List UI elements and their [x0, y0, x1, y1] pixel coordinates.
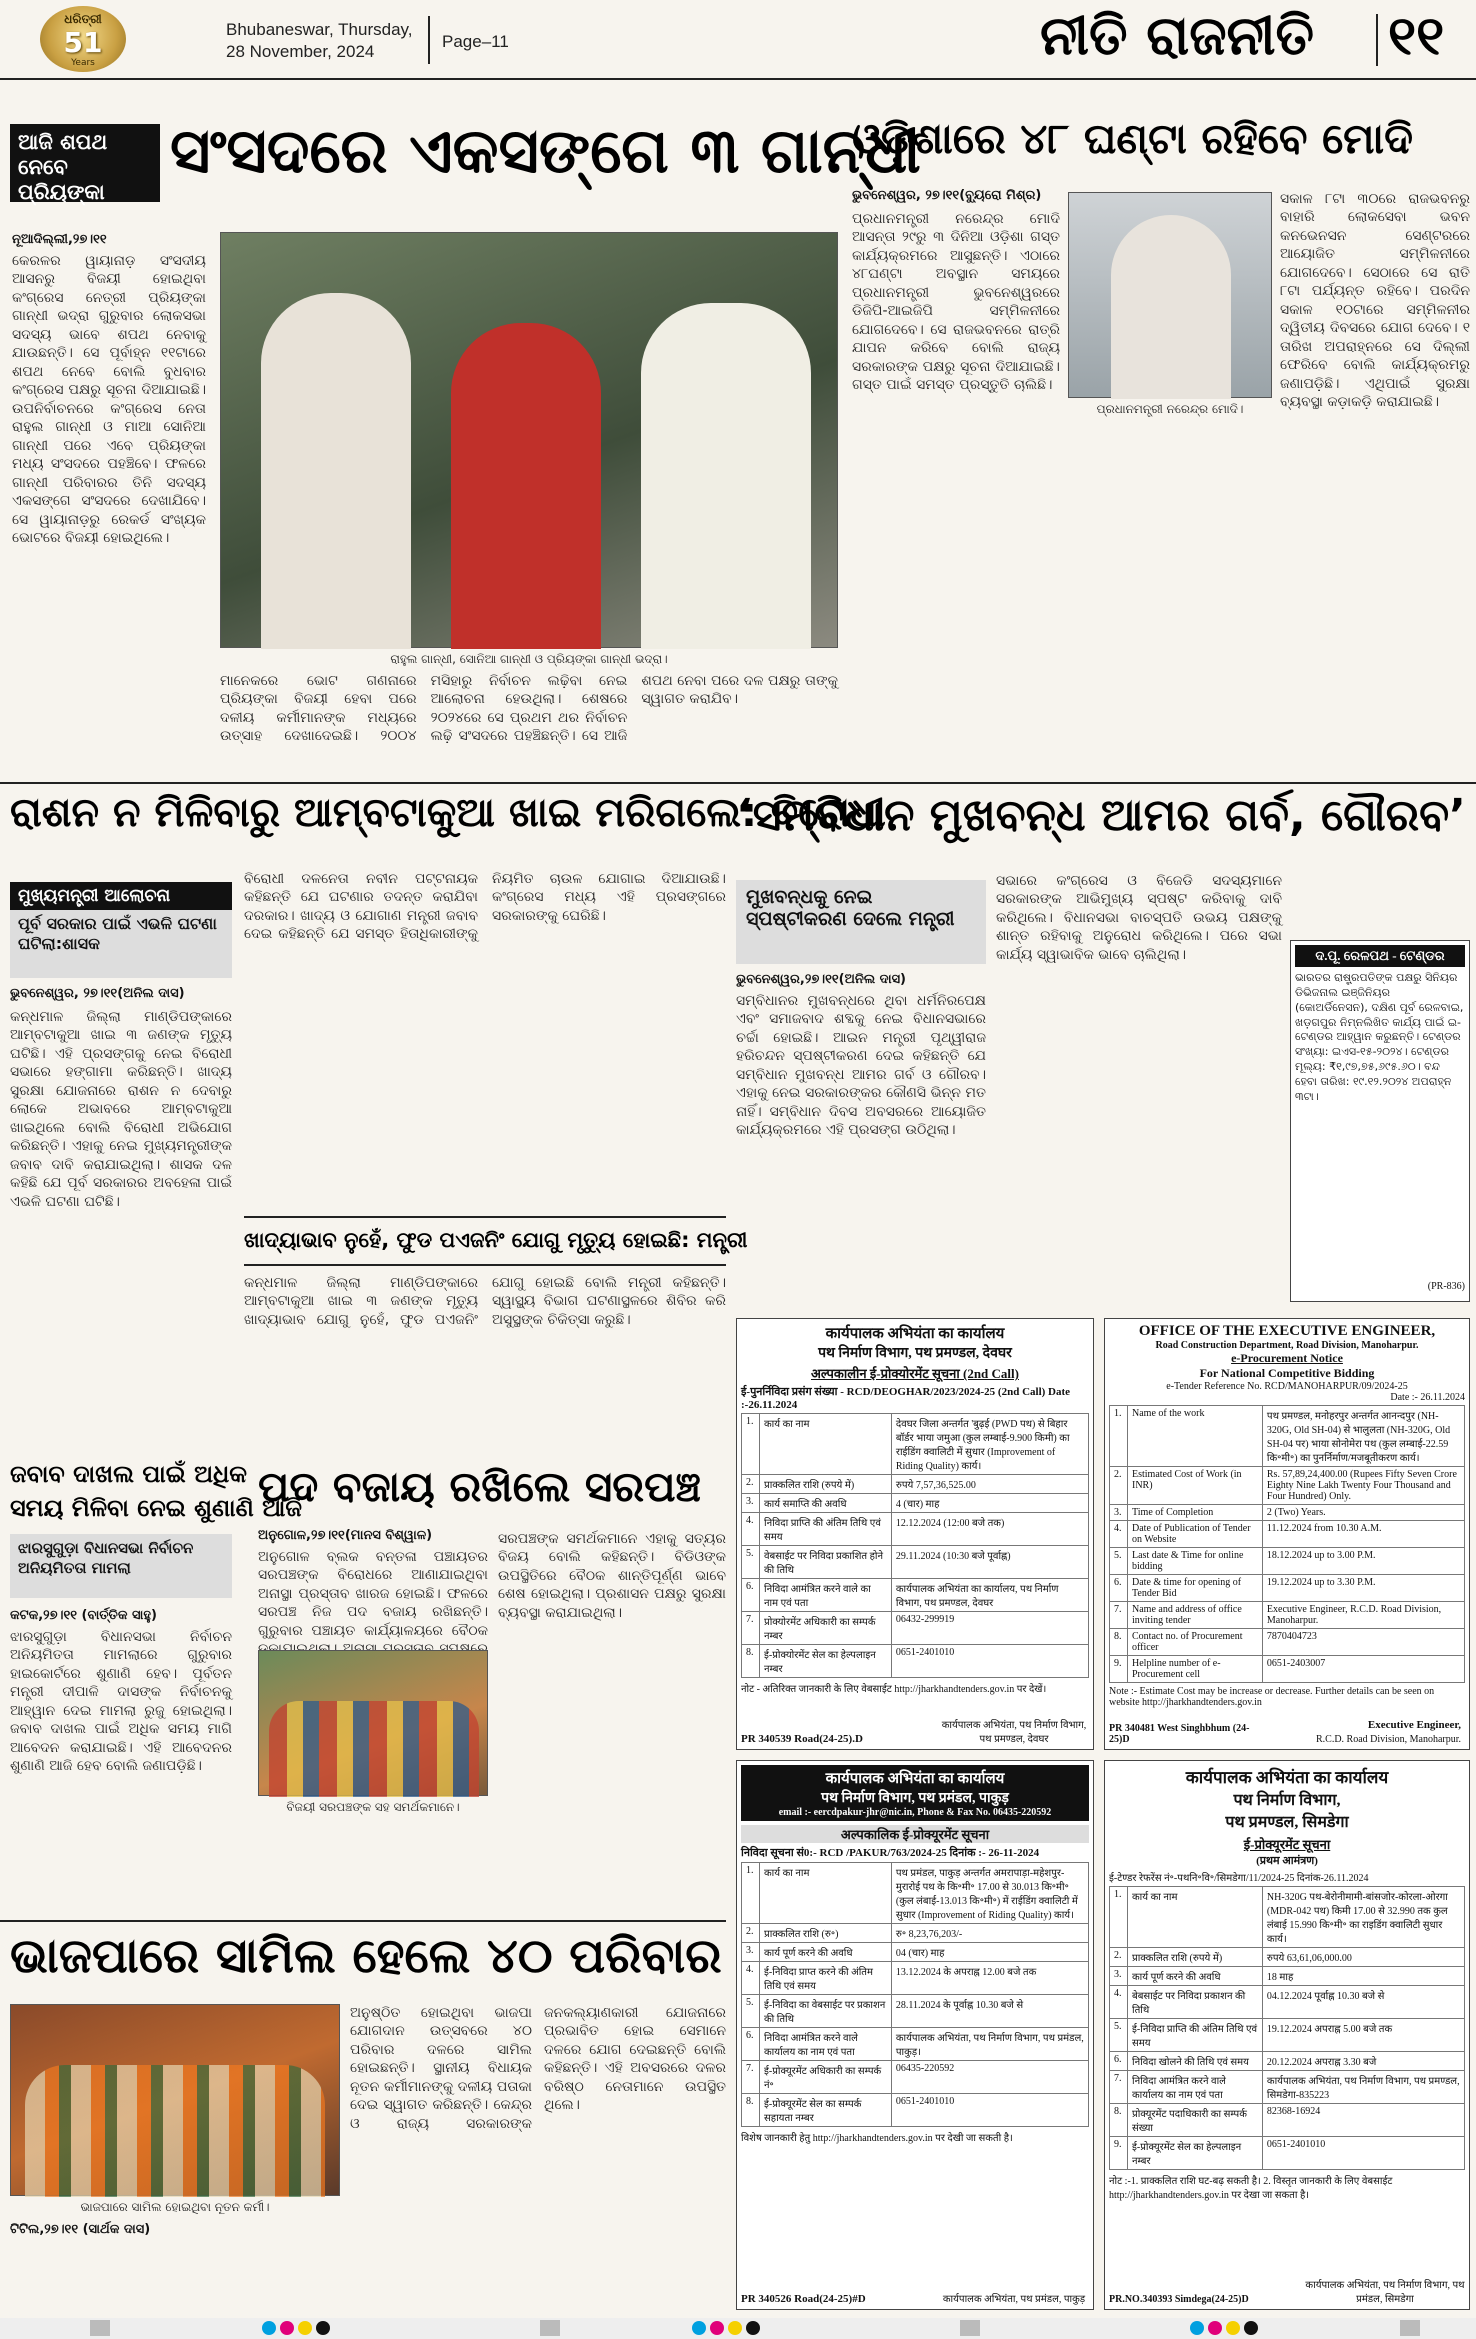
person-silhouette	[641, 303, 811, 649]
story4-headline: ‘ସମ୍ବିଧାନ ମୁଖବନ୍ଧ ଆମର ଗର୍ବ, ଗୌରବ’	[736, 790, 1466, 841]
table-cell: 3.	[1110, 1505, 1128, 1521]
table-row	[742, 1579, 1089, 1612]
story7-photo	[10, 2004, 340, 2196]
table-cell: रु॰ 8,23,76,203/-	[891, 1924, 1088, 1943]
story1-body: କେରଳର ୱାୟାନାଡ଼ ସଂସଦୀୟ ଆସନରୁ ବିଜୟୀ ହୋଇଥିବା କଂଗ୍ରେସ ନେତ୍ରୀ ପ୍ରିୟଙ୍କା ଗାନ୍ଧୀ ଭଦ୍ରା ଗୁରୁବାର ଲୋକସଭା ସଦସ୍ୟ ଭାବେ ଶପଥ ନେବାକୁ ଯାଉଛନ୍ତି। ସେ ପୂର୍ବାହ୍ନ ୧୧ଟାରେ ଶପଥ ନେବେ ବୋଲି ବୁଧବାର କଂଗ୍ରେସ ପକ୍ଷରୁ ସୂଚନା ଦିଆଯାଇଛି। ଉପନିର୍ବାଚନରେ କଂଗ୍ରେସ ନେତା ରାହୁଲ ଗାନ୍ଧୀ ଓ ମାଆ ସୋନିଆ ଗାନ୍ଧୀ ପରେ ଏବେ ପ୍ରିୟଙ୍କା ମଧ୍ୟ ସଂସଦରେ ପହଞ୍ଚିବେ। ଫଳରେ ଗାନ୍ଧୀ ପରିବାରର ତିନି ସଦସ୍ୟ ଏକସଙ୍ଗେ ସଂସଦରେ ଦେଖାଯିବେ। ସେ ୱାୟାନାଡ଼ରୁ ରେକର୍ଡ ସଂଖ୍ୟକ ଭୋଟରେ ବିଜୟୀ ହୋଇଥିଲେ।	[12, 253, 206, 547]
newspaper-logo	[40, 6, 126, 72]
table-cell: 8.	[742, 1645, 760, 1678]
table-cell: Contact no. of Procurement officer	[1128, 1629, 1263, 1656]
story3-body-2: ବିରୋଧୀ ଦଳନେତା ନବୀନ ପଟ୍ଟନାୟକ କହିଛନ୍ତି ଯେ ଘଟଣାର ତଦନ୍ତ କରାଯିବା ଦରକାର। ଖାଦ୍ୟ ଓ ଯୋଗାଣ ମନ୍ତ୍ରୀ ଜବାବ ଦେଇ କହିଛନ୍ତି ଯେ ସମସ୍ତ ହିତାଧିକାରୀଙ୍କୁ ନିୟମିତ ଚାଉଳ ଯୋଗାଇ ଦିଆଯାଉଛି। କଂଗ୍ରେସ ମଧ୍ୟ ଏହି ପ୍ରସଙ୍ଗରେ ସରକାରଙ୍କୁ ଘେରିଛି।	[244, 871, 726, 943]
registration-dot	[262, 2321, 276, 2335]
story1-kicker	[10, 124, 160, 202]
kicker-line-2: ନେବେ ପ୍ରିୟଙ୍କା	[18, 155, 105, 204]
ad-simdega-title-3: पथ प्रमण्डल, सिमडेगा	[1225, 1814, 1349, 1831]
table-cell: Name and address of office inviting tender	[1128, 1602, 1263, 1629]
table-cell: 6.	[1110, 2052, 1128, 2071]
ad-manoharpur-footer-left: PR 340481 West Singhbhum (24-25)D	[1109, 1723, 1250, 1745]
table-row	[742, 2094, 1089, 2127]
person-silhouette	[451, 323, 601, 649]
table-cell: 9.	[1110, 1656, 1128, 1683]
story7-body: ଅନୁଷ୍ଠିତ ହୋଇଥିବା ଭାଜପା ଯୋଗଦାନ ଉତ୍ସବରେ ୪୦ ପରିବାର ଦଳରେ ସାମିଲ ହୋଇଛନ୍ତି। ସ୍ଥାନୀୟ ବିଧାୟକ ନୂତନ କର୍ମୀମାନଙ୍କୁ ଦଳୀୟ ପତାକା ଦେଇ ସ୍ୱାଗତ କରିଛନ୍ତି। କେନ୍ଦ୍ର ଓ ରାଜ୍ୟ ସରକାରଙ୍କ ଜନକଲ୍ୟାଣକାରୀ ଯୋଜନାରେ ପ୍ରଭାବିତ ହୋଇ ସେମାନେ ଦଳରେ ଯୋଗ ଦେଇଛନ୍ତି ବୋଲି କହିଛନ୍ତି। ଏହି ଅବସରରେ ଦଳର ବରିଷ୍ଠ ନେତାମାନେ ଉପସ୍ଥିତ ଥିଲେ।	[350, 2005, 726, 2132]
ad-deoghar-notice: अल्पकालीन ई-प्रोक्योरमेंट सूचना (2nd Call)	[811, 1366, 1019, 1381]
crop-mark	[90, 2320, 110, 2336]
table-cell: 2 (Two) Years.	[1262, 1505, 1464, 1521]
table-row	[1110, 1986, 1465, 2019]
table-cell: 1.	[1110, 1406, 1128, 1467]
ad-simdega-footer-left: PR.NO.340393 Simdega(24-25)D	[1109, 2294, 1249, 2305]
table-cell: पथ प्रमण्डल, मनोहरपुर अन्तर्गत आनन्दपुर (NH-320G, Old SH-04) से भालुलता (NH-320G, Old SH-04 पर) भाया सोनोमेरा पथ (कुल लम्बाई-22.59 कि॰मी॰) का पुनर्निर्माण/मजबूतीकरण कार्य।	[1262, 1406, 1464, 1467]
story3-kicker-1: ମୁଖ୍ୟମନ୍ତ୍ରୀ ଆଲୋଚନା	[10, 882, 232, 910]
story1-photo	[220, 232, 838, 648]
ad-manoharpur-footer-right-1: Executive Engineer,	[1367, 1719, 1461, 1731]
ad-manoharpur-title: OFFICE OF THE EXECUTIVE ENGINEER,	[1138, 1323, 1436, 1339]
story2-body-2: ସକାଳ ୮ଟା ୩୦ରେ ରାଜଭବନରୁ ବାହାରି ଲୋକସେବା ଭବନ କନଭେନସନ ସେଣ୍ଟରରେ ଆୟୋଜିତ ସମ୍ମିଳନୀରେ ଯୋଗଦେବେ। ସେଠାରେ ସେ ରାତି ୮ଟା ପର୍ଯ୍ୟନ୍ତ ରହିବେ। ପରଦିନ ସକାଳ ୧୦ଟାରେ ସମ୍ମିଳନୀର ଦ୍ୱିତୀୟ ଦିବସରେ ଯୋଗ ଦେବେ। ୧ ତାରିଖ ଅପରାହ୍ନରେ ସେ ଦିଲ୍ଲୀ ଫେରିବେ ବୋଲି କାର୍ଯ୍ୟକ୍ରମରୁ ଜଣାପଡ଼ିଛି। ଏଥିପାଇଁ ସୁରକ୍ଷା ବ୍ୟବସ୍ଥା କଡ଼ାକଡ଼ି କରାଯାଇଛି।	[1280, 191, 1470, 411]
table-cell: Estimated Cost of Work (in INR)	[1128, 1467, 1263, 1505]
table-row	[742, 1612, 1089, 1645]
table-cell: ई-प्रोक्योरमेंट सेल का हेल्पलाइन नम्बर	[760, 1645, 892, 1678]
ad-deoghar-ref: ई-पुनर्निविदा प्रसंग संख्या - RCD/DEOGHAR/2023/2024-25 (2nd Call) Date :-26.11.2024	[741, 1386, 1071, 1411]
section-rule-2	[0, 1920, 726, 1922]
ad-railway-tender	[1290, 940, 1470, 1302]
story7-dateline: ଟିଟିଲ,୨୭।୧୧ (ସାର୍ଥକ ଦାସ)	[10, 2222, 151, 2237]
table-cell: 06432-299919	[891, 1612, 1088, 1645]
story1-body-2: ମାନେକରେ ଭୋଟ ଗଣନାରେ ପ୍ରିୟଙ୍କା ବିଜୟୀ ହେବା ପରେ ଦଳୀୟ କର୍ମୀମାନଙ୍କ ମଧ୍ୟରେ ଉତ୍ସାହ ଦେଖାଦେଇଛି। ୨୦୦୪ ମସିହାରୁ ନିର୍ବାଚନ ଲଢ଼ିବା ନେଇ ଆଲୋଚନା ହେଉଥିଲା। ଶେଷରେ ୨୦୨୪ରେ ସେ ପ୍ରଥମ ଥର ନିର୍ବାଚନ ଲଢ଼ି ସଂସଦରେ ପହଞ୍ଚିଛନ୍ତି। ସେ ଆଜି ଶପଥ ନେବା ପରେ ଦଳ ପକ୍ଷରୁ ତାଙ୍କୁ ସ୍ୱାଗତ କରାଯିବ।	[220, 673, 838, 745]
table-cell: Executive Engineer, R.C.D. Road Division, Manoharpur.	[1262, 1602, 1464, 1629]
story5-headline-1: ଜବାବ ଦାଖଲ ପାଇଁ ଅଧିକ	[10, 1460, 247, 1488]
table-cell: 6.	[742, 2028, 760, 2061]
table-cell: 2.	[742, 1475, 760, 1494]
table-row	[1110, 1967, 1465, 1986]
table-cell: कार्य का नाम	[1128, 1887, 1263, 1948]
ad-manoharpur-footer-right-2: R.C.D. Road Division, Manoharpur.	[1316, 1734, 1461, 1745]
table-row	[742, 1475, 1089, 1494]
table-row	[742, 1645, 1089, 1678]
table-row	[1110, 2071, 1465, 2104]
page-label: Page–11	[442, 32, 509, 51]
ad-simdega	[1104, 1760, 1470, 2310]
table-cell: निविदा प्राप्ति की अंतिम तिथि एवं समय	[760, 1513, 892, 1546]
table-row	[742, 1513, 1089, 1546]
story6-headline: ପଦ ବଜାୟ ରଖିଲେ ସରପଞ୍ଚ	[258, 1462, 701, 1511]
table-cell: Name of the work	[1128, 1406, 1263, 1467]
registration-dot	[746, 2321, 760, 2335]
ad-deoghar-title-1: कार्यपालक अभियंता का कार्यालय	[825, 1326, 1005, 1342]
table-cell: 7870404723	[1262, 1629, 1464, 1656]
table-cell: 8.	[742, 2094, 760, 2127]
table-cell: 18 माह	[1262, 1967, 1464, 1986]
table-cell: रुपये 63,61,06,000.00	[1262, 1948, 1464, 1967]
ad-simdega-title-1: कार्यपालक अभियंता का कार्यालय	[1185, 1768, 1389, 1787]
ad-manoharpur	[1104, 1318, 1470, 1750]
crop-mark	[960, 2320, 980, 2336]
ad-simdega-notice: ई-प्रोक्यूरमेंट सूचना	[1243, 1837, 1331, 1852]
story2-headline: ଓଡ଼ିଶାରେ ୪୮ ଘଣ୍ଟା ରହିବେ ମୋଦି	[852, 114, 1414, 163]
person-silhouette	[1111, 215, 1231, 399]
story4-kicker-box	[736, 880, 986, 964]
story2-body: ପ୍ରଧାନମନ୍ତ୍ରୀ ନରେନ୍ଦ୍ର ମୋଦି ଆସନ୍ତା ୨୯ରୁ ୩ ଦିନିଆ ଓଡ଼ିଶା ଗସ୍ତ କାର୍ଯ୍ୟକ୍ରମରେ ଆସୁଛନ୍ତି। ଏଠାରେ ୪୮ଘଣ୍ଟା ଅବସ୍ଥାନ ସମୟରେ ପ୍ରଧାନମନ୍ତ୍ରୀ ଭୁବନେଶ୍ୱରରେ ଡିଜିପି-ଆଇଜିପି ସମ୍ମିଳନୀରେ ଯୋଗଦେବେ। ସେ ରାଜଭବନରେ ରାତ୍ରି ଯାପନ କରିବେ ବୋଲି ରାଜ୍ୟ ସରକାରଙ୍କ ପକ୍ଷରୁ ସୂଚନା ଦିଆଯାଇଛି। ଗସ୍ତ ପାଇଁ ସମସ୍ତ ପ୍ରସ୍ତୁତି ଚାଲିଛି।	[852, 211, 1060, 394]
table-cell: 04 (चार) माह	[891, 1943, 1088, 1962]
story7-headline: ଭାଜପାରେ ସାମିଲ ହେଲେ ୪୦ ପରିବାର	[10, 1928, 722, 1984]
table-row	[742, 1962, 1089, 1995]
table-cell: 1.	[742, 1414, 760, 1475]
story6-photo-caption: ବିଜୟୀ ସରପଞ୍ଚଙ୍କ ସହ ସମର୍ଥକମାନେ।	[286, 1800, 460, 1814]
table-cell: कार्य का नाम	[760, 1414, 892, 1475]
table-cell: देवघर जिला अन्तर्गत 'बुढ़ई (PWD पथ) से बिहार बॉर्डर भाया जमुआ (कुल लम्बाई-9.900 किमी) का राईडिंग क्वालिटी में सुधार (Improvement of Riding Quality) कार्य।	[891, 1414, 1088, 1475]
registration-dot	[298, 2321, 312, 2335]
table-cell: 20.12.2024 अपराह्न 3.30 बजे	[1262, 2052, 1464, 2071]
story3-kicker-2: ପୂର୍ବ ସରକାର ପାଇଁ ଏଭଳି ଘଟଣା ଘଟିଲା:ଶାସକ	[18, 914, 217, 953]
table-cell: 7.	[1110, 1602, 1128, 1629]
table-cell: 7.	[1110, 2071, 1128, 2104]
table-cell: 4 (चार) माह	[891, 1494, 1088, 1513]
story3-subhead-box	[244, 1216, 748, 1266]
ad-simdega-title-2: पथ निर्माण विभाग,	[1233, 1792, 1341, 1809]
ad-deoghar	[736, 1318, 1094, 1750]
ad-pakur-title-1: कार्यपालक अभियंता का कार्यालय	[825, 1771, 1005, 1787]
table-cell: 4.	[1110, 1986, 1128, 2019]
table-cell: 3.	[742, 1943, 760, 1962]
table-cell: 5.	[742, 1995, 760, 2028]
table-cell: 19.12.2024 up to 3.30 P.M.	[1262, 1575, 1464, 1602]
registration-dot	[710, 2321, 724, 2335]
table-cell: ई-निविदा का वेबसाईट पर प्रकाशन की तिथि	[760, 1995, 892, 2028]
table-row	[1110, 2137, 1465, 2170]
table-row	[1110, 2052, 1465, 2071]
ad-simdega-table	[1109, 1886, 1465, 2170]
logo-text: ଧରିତ୍ରୀ	[64, 12, 102, 26]
logo-years-label: Years	[71, 58, 95, 68]
table-cell: 06435-220592	[891, 2061, 1088, 2094]
table-cell: पथ प्रमंडल, पाकुड़ अन्तर्गत अमरापाड़ा-महेशपुर-मुरारोई पथ के कि॰मी॰ 17.00 से 30.013 कि॰मी॰ (कुल लंबाई-13.013 कि॰मी॰) में राईडिंग क्वालिटी में सुधार (Improvement of Riding Quality) कार्य।	[891, 1863, 1088, 1924]
ad-simdega-note: नोट :-1. प्राक्कलित राशि घट-बढ़ सकती है। 2. विस्तृत जानकारी के लिए वेबसाईट http://jharkhandtenders.gov.in पर देखा जा सकता है।	[1109, 2176, 1393, 2201]
table-cell: 0651-2403007	[1262, 1656, 1464, 1683]
table-cell: 12.12.2024 (12:00 बजे तक)	[891, 1513, 1088, 1546]
story4-dateline: ଭୁବନେଶ୍ୱର,୨୭।୧୧(ଅନିଲ ଦାସ)	[736, 972, 906, 987]
table-cell: कार्यपालक अभियंता, पथ निर्माण विभाग, पथ प्रमंडल, पाकुड़।	[891, 2028, 1088, 2061]
ad-pakur-header	[741, 1765, 1089, 1821]
logo-years-number: 51	[63, 26, 103, 59]
table-cell: Date of Publication of Tender on Website	[1128, 1521, 1263, 1548]
registration-dot	[692, 2321, 706, 2335]
table-row	[742, 2028, 1089, 2061]
table-cell: ई-प्रोक्यूरमेंट सेल का सम्पर्क सहायता नम्बर	[760, 2094, 892, 2127]
page-number: ୧୧	[1388, 4, 1445, 67]
masthead	[0, 0, 1476, 78]
table-cell: कार्य पूर्ण करने की अवधि	[1128, 1967, 1263, 1986]
table-row	[1110, 2019, 1465, 2052]
table-cell: ई-प्रोक्यूरमेंट सेल का हेल्पलाइन नम्बर	[1128, 2137, 1263, 2170]
table-cell: कार्यपालक अभियंता, पथ निर्माण विभाग, पथ प्रमण्डल, सिमडेगा-835223	[1262, 2071, 1464, 2104]
masthead-rule	[0, 78, 1476, 80]
masthead-location: Bhubaneswar, Thursday,	[226, 20, 413, 39]
story3-headline: ରାଶନ ନ ମିଳିବାରୁ ଆମ୍ବଟାକୁଆ ଖାଇ ମରିଗଲେ: ବିରୋଧୀ	[10, 790, 886, 836]
ad-manoharpur-ref: e-Tender Reference No. RCD/MANOHARPUR/09/2024-25	[1166, 1381, 1408, 1392]
registration-dots	[262, 2320, 334, 2339]
table-cell: 18.12.2024 up to 3.00 P.M.	[1262, 1548, 1464, 1575]
ad-pakur-title-2: पथ निर्माण विभाग, पथ प्रमंडल, पाकुड़	[821, 1791, 1009, 1806]
story4-kicker-2: ସ୍ପଷ୍ଟୀକରଣ ଦେଲେ ମନ୍ତ୍ରୀ	[746, 908, 955, 930]
ad-railway-body: ଭାରତର ରାଷ୍ଟ୍ରପତିଙ୍କ ପକ୍ଷରୁ ସିନିୟର ଡିଭିଜନାଲ ଇଞ୍ଜିନିୟର (କୋଅର୍ଡିନେସନ), ଦକ୍ଷିଣ ପୂର୍ବ ରେଳବାଇ, ଖଡ଼ଗପୁର ନିମ୍ନଲିଖିତ କାର୍ଯ୍ୟ ପାଇଁ ଇ-ଟେଣ୍ଡର ଆହ୍ୱାନ କରୁଛନ୍ତି। ଟେଣ୍ଡର ସଂଖ୍ୟା: ଇଏସ-୧୫-୨୦୨୪। ଟେଣ୍ଡର ମୂଲ୍ୟ: ₹୧,୯୭,୭୫,୬୯୫.୬୦। ବନ୍ଦ ହେବା ତାରିଖ: ୧୯.୧୨.୨୦୨୪ ଅପରାହ୍ନ ୩ଟା।	[1295, 971, 1464, 1103]
table-row	[742, 1995, 1089, 2028]
table-cell: निविदा आमंत्रित करने वाले कार्यालय का नाम एवं पता	[760, 2028, 892, 2061]
ad-pakur-footer-left: PR 340526 Road(24-25)#D	[741, 2293, 866, 2305]
story2-photo-caption: ପ୍ରଧାନମନ୍ତ୍ରୀ ନରେନ୍ଦ୍ର ମୋଦି।	[1096, 402, 1244, 416]
ad-simdega-footer-right: कार्यपालक अभियंता, पथ निर्माण विभाग, पथ प्रमंडल, सिमडेगा	[1305, 2280, 1465, 2305]
table-cell: 5.	[742, 1546, 760, 1579]
table-row	[742, 1494, 1089, 1513]
table-cell: प्रोक्योरमेंट अधिकारी का सम्पर्क नम्बर	[760, 1612, 892, 1645]
table-cell: 9.	[1110, 2137, 1128, 2170]
table-row	[1110, 1406, 1465, 1467]
story1-photo-caption: ରାହୁଲ ଗାନ୍ଧୀ, ସୋନିଆ ଗାନ୍ଧୀ ଓ ପ୍ରିୟଙ୍କା ଗାନ୍ଧୀ ଭଦ୍ରା।	[390, 652, 668, 666]
table-row	[1110, 1948, 1465, 1967]
table-cell: 1.	[1110, 1887, 1128, 1948]
crop-mark	[540, 2320, 560, 2336]
crowd-shape	[269, 1701, 479, 1797]
story6-body: ଅନୁଗୋଳ ବ୍ଲକ ବନ୍ତଳା ପଞ୍ଚାୟତର ସରପଞ୍ଚଙ୍କ ବିରୋଧରେ ଆଣାଯାଇଥିବା ଅନାସ୍ଥା ପ୍ରସ୍ତାବ ଖାରଜ ହୋଇଛି। ଫଳରେ ସରପଞ୍ଚ ନିଜ ପଦ ବଜାୟ ରଖିଛନ୍ତି। ଗୁରୁବାର ପଞ୍ଚାୟତ କାର୍ଯ୍ୟାଳୟରେ ବୈଠକ	[258, 1549, 488, 1639]
ad-pakur	[736, 1760, 1094, 2310]
table-row	[742, 1414, 1089, 1475]
table-cell: Time of Completion	[1128, 1505, 1263, 1521]
table-cell: Rs. 57,89,24,400.00 (Rupees Fifty Seven Crore Eighty Nine Lakh Twenty Four Thousand and Four Hundred) Only.	[1262, 1467, 1464, 1505]
story3-sub-headline: ଖାଦ୍ୟାଭାବ ନୁହେଁ, ଫୁଡ ପଏଜନିଂ ଯୋଗୁ ମୃତ୍ୟୁ ହୋଇଛି: ମନ୍ତ୍ରୀ	[244, 1228, 748, 1252]
table-cell: रुपये 7,57,36,525.00	[891, 1475, 1088, 1494]
ad-deoghar-table	[741, 1413, 1089, 1678]
table-row	[742, 1546, 1089, 1579]
story4-body-2: ସଭାରେ କଂଗ୍ରେସ ଓ ବିଜେଡି ସଦସ୍ୟମାନେ ସରକାରଙ୍କ ଆଭିମୁଖ୍ୟ ସ୍ପଷ୍ଟ କରିବାକୁ ଦାବି କରିଥିଲେ। ବିଧାନସଭା ବାଚସ୍ପତି ଉଭୟ ପକ୍ଷଙ୍କୁ ଶାନ୍ତ ରହିବାକୁ ଅନୁରୋଧ କରିଥିଲେ। ପରେ ସଭା କାର୍ଯ୍ୟ ସ୍ୱାଭାବିକ ଭାବେ ଚାଲିଥିଲା।	[996, 873, 1282, 963]
table-row	[742, 1924, 1089, 1943]
table-cell: ई-प्रोक्यूरमेंट अधिकारी का सम्पर्क नं॰	[760, 2061, 892, 2094]
story4-body: ସମ୍ବିଧାନର ମୁଖବନ୍ଧରେ ଥିବା ଧର୍ମନିରପେକ୍ଷ ଏବଂ ସମାଜବାଦ ଶବ୍ଦକୁ ନେଇ ବିଧାନସଭାରେ ଚର୍ଚ୍ଚା ହୋଇଛି। ଆଇନ ମନ୍ତ୍ରୀ ପୃଥ୍ୱୀରାଜ ହରିଚନ୍ଦନ ସ୍ପଷ୍ଟୀକରଣ ଦେଇ କହିଛନ୍ତି ଯେ ସମ୍ବିଧାନ ମୁଖବନ୍ଧ ଆମର ଗର୍ବ ଓ ଗୌରବ। ଏହାକୁ ନେଇ ସରକାରଙ୍କର କୌଣସି ଭିନ୍ନ ମତ ନାହିଁ। ସମ୍ବିଧାନ ଦିବସ ଅବସରରେ ଆୟୋଜିତ କାର୍ଯ୍ୟକ୍ରମରେ ଏହି ପ୍ରସଙ୍ଗ ଉଠିଥିଲା।	[736, 993, 986, 1139]
ad-deoghar-title-2: पथ निर्माण विभाग, पथ प्रमण्डल, देवघर	[818, 1346, 1012, 1361]
table-row	[742, 1943, 1089, 1962]
table-cell: NH-320G पथ-बेरोनीमामी-बांसजोर-कोरला-ओरगा (MDR-042 पथ) किमी 17.00 से 32.990 तक कुल लंबाई 15.990 कि॰मी॰ का राइडिंग क्वालिटी सुधार कार्य।	[1262, 1887, 1464, 1948]
table-cell: ई-निविदा प्राप्ति की अंतिम तिथि एवं समय	[1128, 2019, 1263, 2052]
title-divider	[1376, 14, 1378, 66]
story6-body-2: ସରପଞ୍ଚଙ୍କ ସମର୍ଥକମାନେ ଏହାକୁ ସତ୍ୟର ବିଜୟ ବୋଲି କହିଛନ୍ତି। ବିଡିଓଙ୍କ ଉପସ୍ଥିତିରେ ବୈଠକ ଶାନ୍ତିପୂର୍ଣ୍ଣ ଭାବେ ଶେଷ ହୋଇଥିଲା। ପ୍ରଶାସନ ପକ୍ଷରୁ ସୁରକ୍ଷା ବ୍ୟବସ୍ଥା କରାଯାଇଥିଲା।	[498, 1531, 726, 1621]
table-cell: 28.11.2024 के पूर्वाह्न 10.30 बजे से	[891, 1995, 1088, 2028]
ad-pakur-footer-right: कार्यपालक अभियंता, पथ प्रमंडल, पाकुड़	[942, 2294, 1086, 2305]
table-row	[1110, 1887, 1465, 1948]
ad-pakur-note: विशेष जानकारी हेतु http://jharkhandtenders.gov.in पर देखी जा सकती है।	[741, 2133, 1013, 2144]
story5-kicker: ଝାରସୁଗୁଡ଼ା ବିଧାନସଭା ନିର୍ବାଚନ ଅନିୟମିତତା ମାମଲା	[18, 1539, 194, 1578]
table-row	[1110, 2104, 1465, 2137]
table-cell: 0651-2401010	[891, 2094, 1088, 2127]
registration-dot	[1190, 2321, 1204, 2335]
table-cell: 6.	[1110, 1575, 1128, 1602]
table-cell: 5.	[1110, 1548, 1128, 1575]
table-cell: 8.	[1110, 1629, 1128, 1656]
table-row	[1110, 1548, 1465, 1575]
table-cell: 7.	[742, 2061, 760, 2094]
registration-dot	[1208, 2321, 1222, 2335]
ad-pakur-ref: निविदा सूचना सं0:- RCD /PAKUR/763/2024-25 दिनांक :- 26-11-2024	[741, 1847, 1040, 1859]
table-cell: 3.	[1110, 1967, 1128, 1986]
table-row	[1110, 1467, 1465, 1505]
table-cell: वेबसाईट पर निविदा प्रकाशित होने की तिथि	[760, 1546, 892, 1579]
story2-photo	[1068, 192, 1272, 398]
table-cell: 2.	[1110, 1948, 1128, 1967]
table-cell: 3.	[742, 1494, 760, 1513]
table-cell: प्राक्कलित राशि (रुपये में)	[1128, 1948, 1263, 1967]
table-cell: 5.	[1110, 2019, 1128, 2052]
story1-dateline: ନୂଆଦିଲ୍ଲୀ,୨୭।୧୧	[12, 232, 107, 247]
story7-photo-caption: ଭାଜପାରେ ସାମିଲ ହୋଇଥିବା ନୂତନ କର୍ମୀ।	[80, 2200, 270, 2214]
person-silhouette	[261, 293, 411, 649]
story6-photo	[258, 1650, 488, 1796]
registration-dot	[728, 2321, 742, 2335]
story5-dateline: କଟକ,୨୭।୧୧ (ବାର୍ତ୍ତିକ ସାହୁ)	[10, 1608, 157, 1623]
table-cell: निविदा आमंत्रित करने वाले कार्यालय का नाम एवं पता	[1128, 2071, 1263, 2104]
story5-kicker-box	[10, 1534, 232, 1598]
ad-pakur-table	[741, 1862, 1089, 2127]
registration-dot	[1244, 2321, 1258, 2335]
ad-manoharpur-notice: e-Procurement Notice	[1231, 1351, 1343, 1365]
table-cell: 4.	[1110, 1521, 1128, 1548]
ad-pakur-email: email :- eercdpakur-jhr@nic.in, Phone & Fax No. 06435-220592	[778, 1807, 1052, 1818]
page-footer	[0, 2318, 1476, 2339]
story2-dateline: ଭୁବନେଶ୍ୱର, ୨୭।୧୧(ବ୍ୟୁରୋ ମିଶ୍ର)	[852, 188, 1042, 203]
ad-simdega-notice-2: (प्रथम आमंत्रण)	[1256, 1855, 1318, 1867]
registration-dot	[280, 2321, 294, 2335]
ad-pakur-notice: अल्पकालिक ई-प्रोक्यूरमेंट सूचना	[741, 1825, 1089, 1843]
masthead-date: 28 November, 2024	[226, 42, 375, 61]
table-cell: प्राक्कलित राशि (रुपये में)	[760, 1475, 892, 1494]
table-cell: कार्य समाप्ति की अवधि	[760, 1494, 892, 1513]
ad-manoharpur-table	[1109, 1405, 1465, 1683]
ad-deoghar-footer-right: कार्यपालक अभियंता, पथ निर्माण विभाग, पथ प्रमण्डल, देवघर	[941, 1720, 1087, 1745]
table-row	[742, 2061, 1089, 2094]
table-cell: प्राक्कलित राशि (रु॰)	[760, 1924, 892, 1943]
table-cell: 13.12.2024 के अपराह्न 12.00 बजे तक	[891, 1962, 1088, 1995]
ad-deoghar-footer-left: PR 340539 Road(24-25).D	[741, 1733, 863, 1745]
table-cell: ई-निविदा प्राप्त करने की अंतिम तिथि एवं समय	[760, 1962, 892, 1995]
table-cell: निविदा खोलने की तिथि एवं समय	[1128, 2052, 1263, 2071]
table-cell: 11.12.2024 from 10.30 A.M.	[1262, 1521, 1464, 1548]
table-cell: 0651-2401010	[891, 1645, 1088, 1678]
story3-body: କନ୍ଧମାଳ ଜିଲ୍ଲା ମାଣ୍ଡିପଙ୍କାରେ ଆମ୍ବଟାକୁଆ ଖାଇ ୩ ଜଣଙ୍କ ମୃତ୍ୟୁ ଘଟିଛି। ଏହି ପ୍ରସଙ୍ଗକୁ ନେଇ ବିରୋଧୀ ସଭାରେ ହଙ୍ଗାମା କରିଛନ୍ତି। ଖାଦ୍ୟ ସୁରକ୍ଷା ଯୋଜନାରେ ରାଶନ ନ ଦେବାରୁ ଲୋକେ ଅଭାବରେ ଆମ୍ବଟାକୁଆ ଖାଇଥିଲେ ବୋଲି ବିରୋଧୀ ଅଭିଯୋଗ କରିଛନ୍ତି। ଏହାକୁ ନେଇ ମୁଖ୍ୟମନ୍ତ୍ରୀଙ୍କ ଜବାବ ଦାବି କରାଯାଇଥିଲା। ଶାସକ ଦଳ କହିଛି ଯେ ପୂର୍ବ ସରକାରର ଅବହେଳା ପାଇଁ ଏଭଳି ଘଟଣା ଘଟିଛି।	[10, 1009, 232, 1210]
table-cell: बेबसाईट पर निविदा प्रकाशन की तिथि	[1128, 1986, 1263, 2019]
table-cell: निविदा आमंत्रित करने वाले का नाम एवं पता	[760, 1579, 892, 1612]
story6-dateline: ଅନୁଗୋଳ,୨୭।୧୧(ମାନସ ବିଶ୍ୱାଳ)	[258, 1528, 433, 1543]
table-cell: Date & time for opening of Tender Bid	[1128, 1575, 1263, 1602]
table-cell: 4.	[742, 1962, 760, 1995]
table-cell: 19.12.2024 अपराह्न 5.00 बजे तक	[1262, 2019, 1464, 2052]
table-cell: Last date & Time for online bidding	[1128, 1548, 1263, 1575]
crowd-shape	[25, 2065, 325, 2197]
crop-mark	[1400, 2320, 1420, 2336]
table-cell: 4.	[742, 1513, 760, 1546]
ad-manoharpur-subtitle: Road Construction Department, Road Division, Manoharpur.	[1155, 1340, 1419, 1351]
table-row	[1110, 1629, 1465, 1656]
table-cell: 29.11.2024 (10:30 बजे पूर्वाह्न)	[891, 1546, 1088, 1579]
table-row	[1110, 1575, 1465, 1602]
section-title: ନୀତି ରାଜନୀତି	[1040, 4, 1315, 67]
table-row	[742, 1863, 1089, 1924]
section-rule	[0, 782, 1476, 784]
story3-sub-body: କନ୍ଧମାଳ ଜିଲ୍ଲା ମାଣ୍ଡିପଙ୍କାରେ ଆମ୍ବଟାକୁଆ ଖାଇ ୩ ଜଣଙ୍କ ମୃତ୍ୟୁ ଖାଦ୍ୟାଭାବ ଯୋଗୁ ନୁହେଁ, ଫୁଡ ପଏଜନିଂ ଯୋଗୁ ହୋଇଛି ବୋଲି ମନ୍ତ୍ରୀ କହିଛନ୍ତି। ସ୍ୱାସ୍ଥ୍ୟ ବିଭାଗ ଘଟଣାସ୍ଥଳରେ ଶିବିର କରି ଅସୁସ୍ଥଙ୍କ ଚିକିତ୍ସା କରୁଛି।	[244, 1275, 726, 1328]
table-cell: कार्य पूर्ण करने की अवधि	[760, 1943, 892, 1962]
table-cell: 2.	[1110, 1467, 1128, 1505]
table-cell: 1.	[742, 1863, 760, 1924]
ad-railway-footer: (PR-836)	[1427, 1281, 1465, 1292]
story4-kicker-1: ମୁଖବନ୍ଧକୁ ନେଇ	[746, 886, 873, 908]
registration-dot	[316, 2321, 330, 2335]
table-cell: कार्य का नाम	[760, 1863, 892, 1924]
story5-headline-2: ସମୟ ମିଳିବା ନେଇ ଶୁଣାଣି ଆଜି	[10, 1494, 302, 1522]
ad-manoharpur-date: Date :- 26.11.2024	[1390, 1392, 1465, 1403]
registration-dots	[692, 2320, 764, 2339]
table-cell: कार्यपालक अभियंता का कार्यालय, पथ निर्माण विभाग, पथ प्रमण्डल, देवघर	[891, 1579, 1088, 1612]
table-cell: 04.12.2024 पूर्वाह्न 10.30 बजे से	[1262, 1986, 1464, 2019]
ad-deoghar-note: नोट - अतिरिक्त जानकारी के लिए वेबसाईट http://jharkhandtenders.gov.in पर देखें।	[741, 1684, 1047, 1695]
story5-body: ଝାରସୁଗୁଡ଼ା ବିଧାନସଭା ନିର୍ବାଚନ ଅନିୟମିତତା ମାମଲାରେ ଗୁରୁବାର ହାଇକୋର୍ଟରେ ଶୁଣାଣି ହେବ। ପୂର୍ବତନ ମନ୍ତ୍ରୀ ଦୀପାଳି ଦାସଙ୍କ ନିର୍ବାଚନକୁ ଆହ୍ୱାନ ଦେଇ ମାମଲା ରୁଜୁ ହୋଇଥିଲା। ଜବାବ ଦାଖଲ ପାଇଁ ଅଧିକ ସମୟ ମାଗି ଆବେଦନ କରାଯାଇଛି। ଏହି ଆବେଦନର ଶୁଣାଣି ଆଜି ହେବ ବୋଲି ଜଣାପଡ଼ିଛି।	[10, 1629, 232, 1775]
table-cell: 0651-2401010	[1262, 2137, 1464, 2170]
story3-kicker-box	[10, 882, 232, 978]
story1-headline: ସଂସଦରେ ଏକସଙ୍ଗେ ୩ ଗାନ୍ଧୀ	[170, 114, 921, 187]
story3-dateline: ଭୁବନେଶ୍ୱର, ୨୭।୧୧(ଅନିଲ ଦାସ)	[10, 986, 185, 1001]
table-row	[1110, 1521, 1465, 1548]
table-cell: 2.	[742, 1924, 760, 1943]
masthead-divider	[428, 16, 430, 64]
registration-dot	[1226, 2321, 1240, 2335]
ad-railway-header: ଦ.ପୂ. ରେଳପଥ - ଟେଣ୍ଡର	[1295, 945, 1465, 967]
ad-manoharpur-notice-2: For National Competitive Bidding	[1199, 1366, 1375, 1380]
table-cell: प्रोक्यूरमेंट पदाधिकारी का सम्पर्क संख्या	[1128, 2104, 1263, 2137]
registration-dots	[1190, 2320, 1262, 2339]
table-row	[1110, 1656, 1465, 1683]
kicker-line-1: ଆଜି ଶପଥ	[18, 130, 108, 154]
table-cell: Helpline number of e-Procurement cell	[1128, 1656, 1263, 1683]
ad-manoharpur-note: Note :- Estimate Cost may be increase or decrease. Further details can be seen on website http://jharkhandtenders.gov.in	[1109, 1686, 1435, 1708]
table-row	[1110, 1602, 1465, 1629]
ad-simdega-ref: ई-टेण्डर रेफरेंस नं॰-पथनि॰वि॰/सिमडेगा/11/2024-25 दिनांक-26.11.2024	[1109, 1873, 1369, 1884]
table-cell: 6.	[742, 1579, 760, 1612]
table-cell: 7.	[742, 1612, 760, 1645]
table-cell: 8.	[1110, 2104, 1128, 2137]
table-cell: 82368-16924	[1262, 2104, 1464, 2137]
table-row	[1110, 1505, 1465, 1521]
